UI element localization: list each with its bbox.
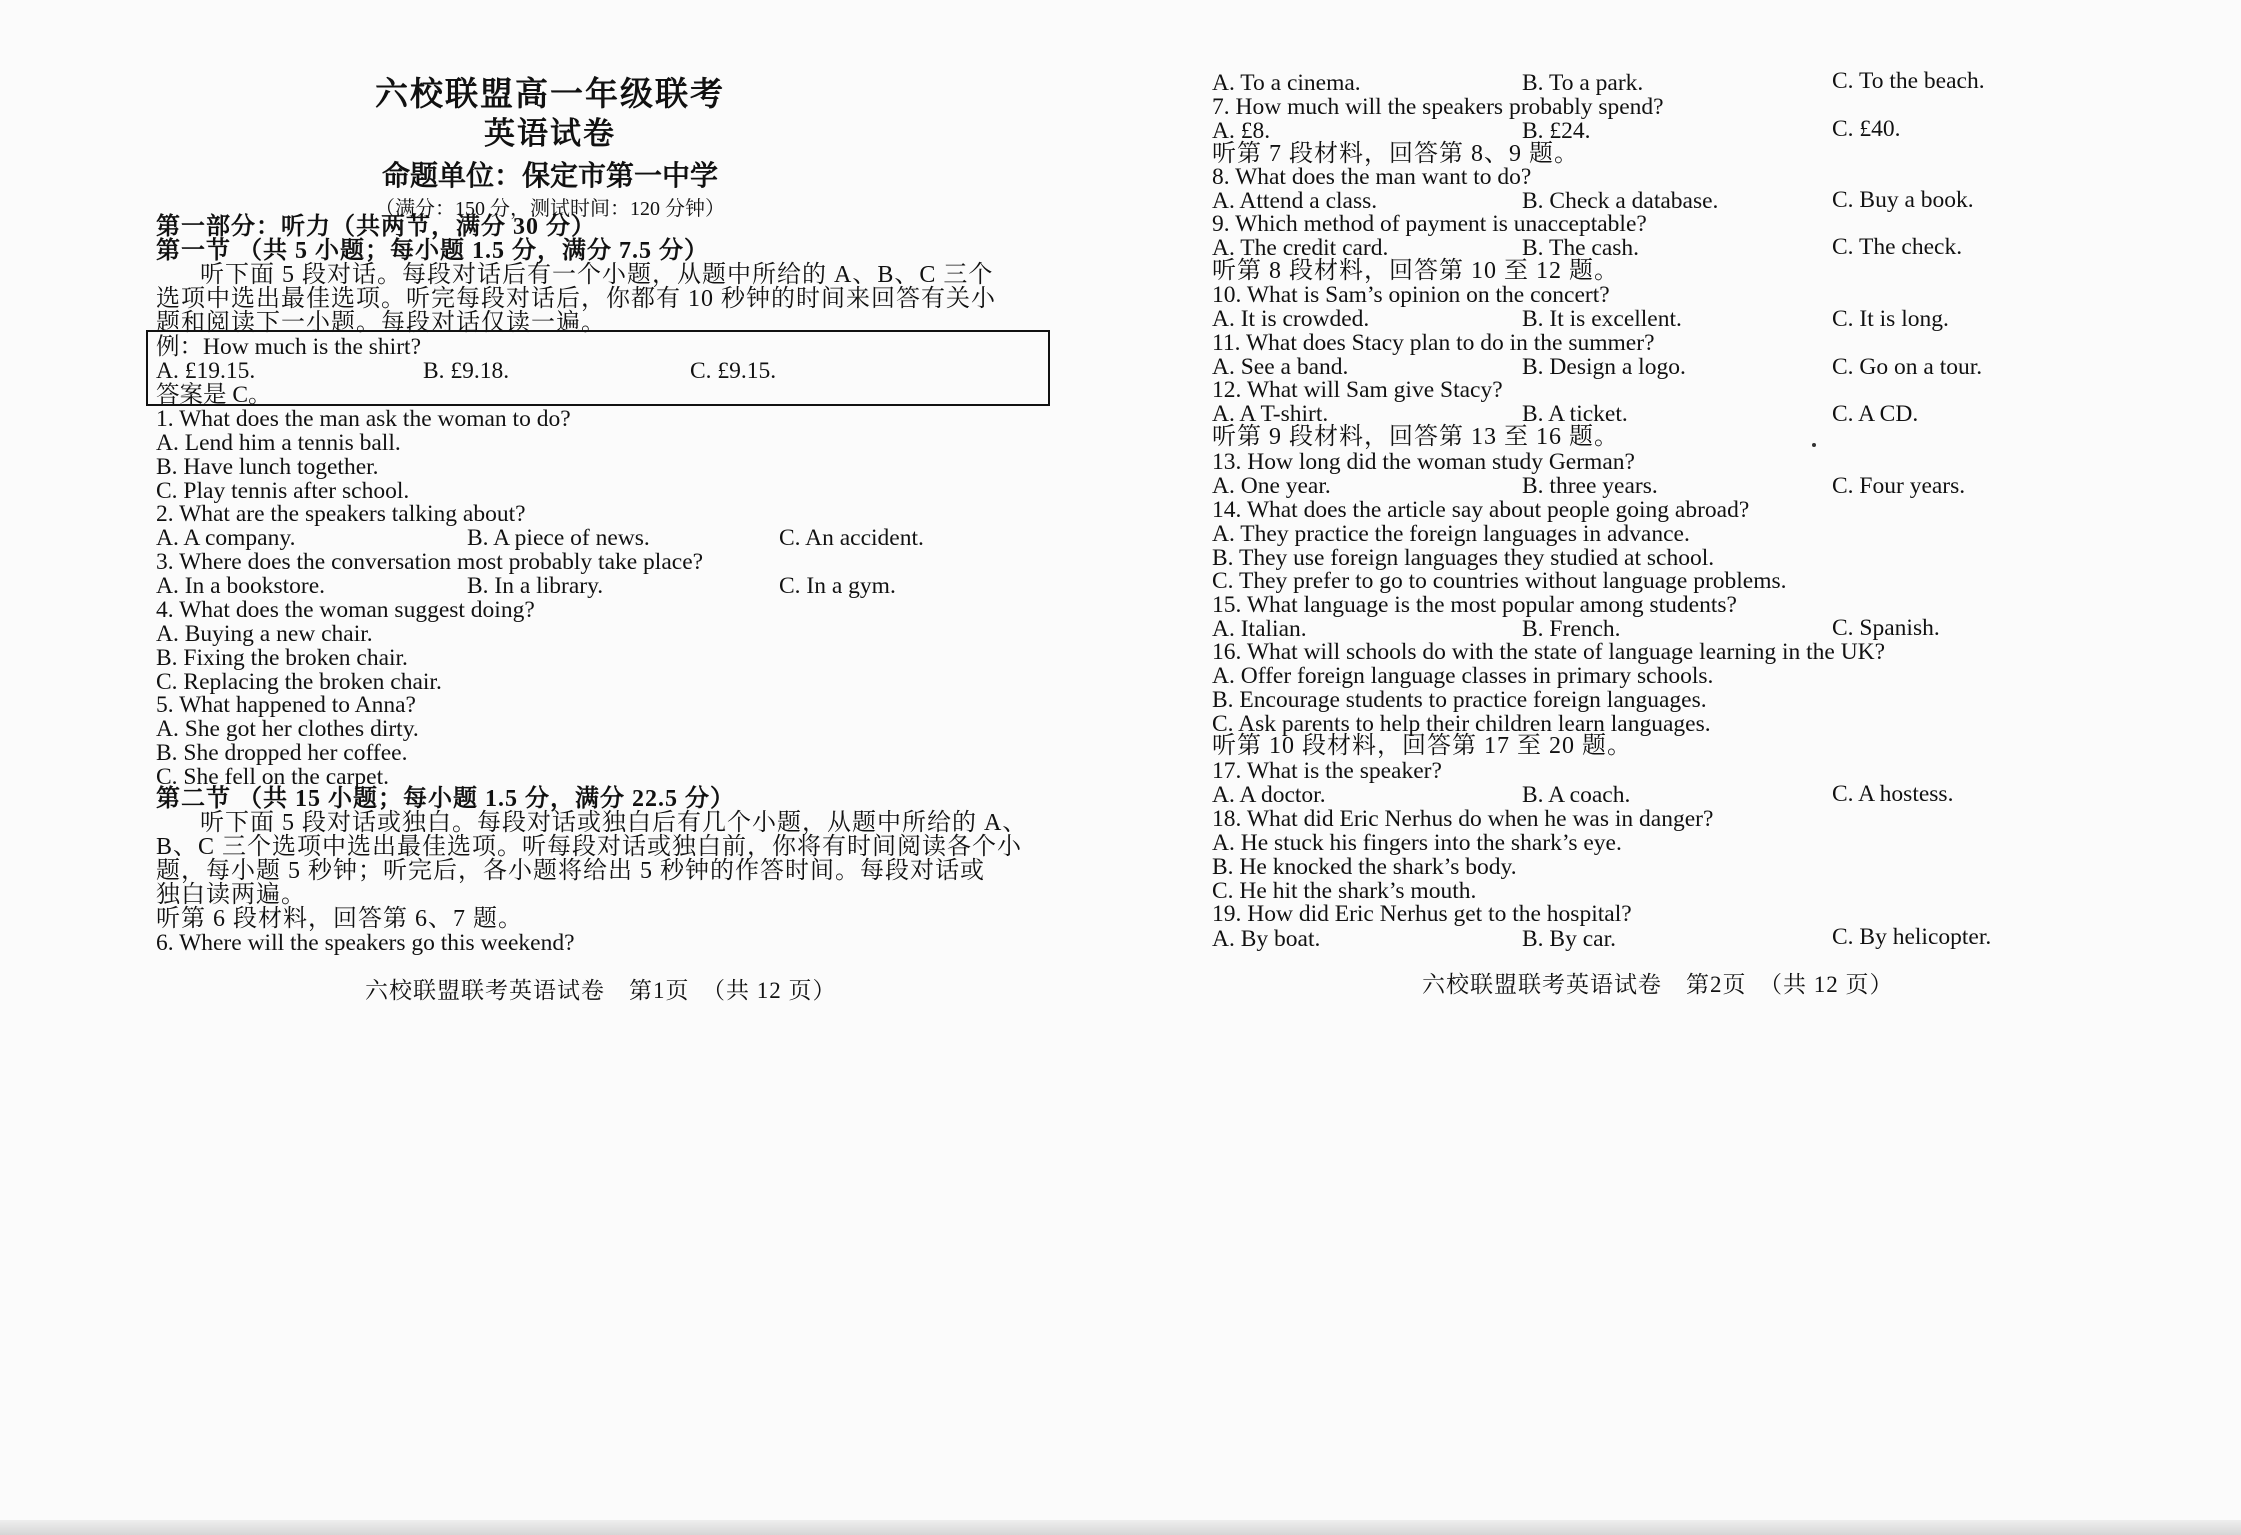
q2-option-b: B. A piece of news.: [467, 525, 650, 551]
q12-option-b: B. A ticket.: [1522, 401, 1628, 427]
q19-option-c: C. By helicopter.: [1832, 924, 1992, 950]
section2-instruction-line: B、C 三个选项中选出最佳选项。听每段对话或独白前，你将有时间阅读各个小: [156, 834, 1023, 860]
question-3: 3. Where does the conversation most probably take place?: [156, 549, 704, 575]
example-question: 例：How much is the shirt?: [156, 334, 421, 360]
q12-option-c: C. A CD.: [1832, 401, 1919, 427]
scan-speck: [1812, 443, 1816, 447]
q14-option-c: C. They prefer to go to countries without language problems.: [1212, 568, 1787, 594]
q10-option-a: A. It is crowded.: [1212, 306, 1370, 332]
q17-option-b: B. A coach.: [1522, 782, 1631, 808]
q15-option-a: A. Italian.: [1212, 616, 1307, 642]
q3-option-b: B. In a library.: [467, 573, 604, 599]
section1-instruction-line: 题和阅读下一小题。每段对话仅读一遍。: [156, 310, 606, 336]
q7-option-c: C. £40.: [1832, 116, 1901, 142]
q9-option-b: B. The cash.: [1522, 235, 1640, 261]
q5-option-c: C. She fell on the carpet.: [156, 764, 389, 790]
q5-option-b: B. She dropped her coffee.: [156, 740, 408, 766]
material-9-heading: 听第 9 段材料，回答第 13 至 16 题。: [1212, 424, 1619, 450]
question-15: 15. What language is the most popular among students?: [1212, 592, 1737, 618]
q11-option-a: A. See a band.: [1212, 354, 1349, 380]
q13-option-c: C. Four years.: [1832, 473, 1966, 499]
page-2: [1120, 0, 2241, 1535]
page-footer: 六校联盟联考英语试卷 第2页 （共 12 页）: [1422, 972, 1894, 997]
exam-title: 六校联盟高一年级联考: [375, 77, 725, 113]
q17-option-c: C. A hostess.: [1832, 781, 1954, 807]
q16-option-a: A. Offer foreign language classes in primary schools.: [1212, 663, 1714, 689]
question-11: 11. What does Stacy plan to do in the summer?: [1212, 330, 1655, 356]
q13-option-a: A. One year.: [1212, 473, 1331, 499]
example-answer: 答案是 C。: [156, 382, 272, 408]
q15-option-b: B. French.: [1522, 616, 1621, 642]
q18-option-b: B. He knocked the shark’s body.: [1212, 854, 1517, 880]
example-option-a: A. £19.15.: [156, 358, 256, 384]
q10-option-c: C. It is long.: [1832, 306, 1949, 332]
q5-option-a: A. She got her clothes dirty.: [156, 716, 419, 742]
q12-option-a: A. A T-shirt.: [1212, 401, 1329, 427]
q1-option-c: C. Play tennis after school.: [156, 478, 410, 504]
section2-instruction-line: 题，每小题 5 秒钟；听完后，各小题将给出 5 秒钟的作答时间。每段对话或: [156, 858, 985, 884]
question-13: 13. How long did the woman study German?: [1212, 449, 1635, 475]
q16-option-b: B. Encourage students to practice foreign languages.: [1212, 687, 1707, 713]
question-10: 10. What is Sam’s opinion on the concert?: [1212, 282, 1610, 308]
question-14: 14. What does the article say about people going abroad?: [1212, 497, 1750, 523]
q8-option-b: B. Check a database.: [1522, 188, 1719, 214]
example-option-c: C. £9.15.: [690, 358, 777, 384]
question-16: 16. What will schools do with the state of language learning in the UK?: [1212, 639, 1886, 665]
q6-option-b: B. To a park.: [1522, 70, 1644, 96]
q14-option-b: B. They use foreign languages they studied at school.: [1212, 545, 1715, 571]
q8-option-c: C. Buy a book.: [1832, 187, 1974, 213]
question-8: 8. What does the man want to do?: [1212, 164, 1532, 190]
q8-option-a: A. Attend a class.: [1212, 188, 1378, 214]
material-7-heading: 听第 7 段材料，回答第 8、9 题。: [1212, 141, 1579, 167]
question-18: 18. What did Eric Nerhus do when he was in danger?: [1212, 806, 1714, 832]
q7-option-b: B. £24.: [1522, 118, 1591, 144]
section1-instruction-line: 听下面 5 段对话。每段对话后有一个小题，从题中所给的 A、B、C 三个: [200, 262, 994, 288]
q3-option-c: C. In a gym.: [779, 573, 896, 599]
example-option-b: B. £9.18.: [423, 358, 510, 384]
exam-meta: （满分：150 分，测试时间：120 分钟）: [375, 198, 725, 220]
q1-option-a: A. Lend him a tennis ball.: [156, 430, 401, 456]
q19-option-a: A. By boat.: [1212, 926, 1321, 952]
page-1: [0, 0, 1100, 1535]
question-6: 6. Where will the speakers go this weekend?: [156, 930, 575, 956]
question-1: 1. What does the man ask the woman to do?: [156, 406, 571, 432]
q1-option-b: B. Have lunch together.: [156, 454, 379, 480]
q6-option-c: C. To the beach.: [1832, 68, 1985, 94]
question-19: 19. How did Eric Nerhus get to the hospital?: [1212, 901, 1632, 927]
section2-instruction-line: 听下面 5 段对话或独白。每段对话或独白后有几个小题，从题中所给的 A、: [200, 810, 1028, 836]
material-8-heading: 听第 8 段材料，回答第 10 至 12 题。: [1212, 258, 1619, 284]
q18-option-c: C. He hit the shark’s mouth.: [1212, 878, 1477, 904]
q7-option-a: A. £8.: [1212, 118, 1271, 144]
q2-option-c: C. An accident.: [779, 525, 924, 551]
material-10-heading: 听第 10 段材料，回答第 17 至 20 题。: [1212, 733, 1632, 759]
q11-option-c: C. Go on a tour.: [1832, 354, 1983, 380]
q9-option-c: C. The check.: [1832, 234, 1963, 260]
q3-option-a: A. In a bookstore.: [156, 573, 326, 599]
section2-instruction-line: 独白读两遍。: [156, 882, 306, 908]
page-footer: 六校联盟联考英语试卷 第1页 （共 12 页）: [365, 978, 837, 1003]
q10-option-b: B. It is excellent.: [1522, 306, 1682, 332]
q13-option-b: B. three years.: [1522, 473, 1658, 499]
question-9: 9. Which method of payment is unacceptable?: [1212, 211, 1647, 237]
q16-option-c: C. Ask parents to help their children learn languages.: [1212, 711, 1711, 737]
q4-option-a: A. Buying a new chair.: [156, 621, 373, 647]
question-4: 4. What does the woman suggest doing?: [156, 597, 535, 623]
question-7: 7. How much will the speakers probably spend?: [1212, 94, 1664, 120]
part1-heading: 第一部分：听力（共两节，满分 30 分）: [156, 214, 596, 240]
q2-option-a: A. A company.: [156, 525, 296, 551]
question-17: 17. What is the speaker?: [1212, 758, 1442, 784]
q17-option-a: A. A doctor.: [1212, 782, 1326, 808]
section1-heading: 第一节 （共 5 小题；每小题 1.5 分，满分 7.5 分）: [156, 238, 709, 264]
exam-unit: 命题单位：保定市第一中学: [381, 161, 718, 192]
q4-option-b: B. Fixing the broken chair.: [156, 645, 408, 671]
q9-option-a: A. The credit card.: [1212, 235, 1389, 261]
section1-instruction-line: 选项中选出最佳选项。听完每段对话后，你都有 10 秒钟的时间来回答有关小: [156, 286, 996, 312]
question-12: 12. What will Sam give Stacy?: [1212, 377, 1503, 403]
q4-option-c: C. Replacing the broken chair.: [156, 669, 442, 695]
exam-subject: 英语试卷: [484, 116, 616, 151]
q11-option-b: B. Design a logo.: [1522, 354, 1686, 380]
q6-option-a: A. To a cinema.: [1212, 70, 1361, 96]
section2-heading: 第二节 （共 15 小题；每小题 1.5 分，满分 22.5 分）: [156, 786, 735, 812]
question-2: 2. What are the speakers talking about?: [156, 501, 526, 527]
question-5: 5. What happened to Anna?: [156, 692, 416, 718]
material-6-heading: 听第 6 段材料，回答第 6、7 题。: [156, 906, 523, 932]
scan-bottom-edge: [0, 1520, 2241, 1535]
q15-option-c: C. Spanish.: [1832, 615, 1940, 641]
q19-option-b: B. By car.: [1522, 926, 1616, 952]
q18-option-a: A. He stuck his fingers into the shark’s eye.: [1212, 830, 1622, 856]
q14-option-a: A. They practice the foreign languages in advance.: [1212, 521, 1690, 547]
